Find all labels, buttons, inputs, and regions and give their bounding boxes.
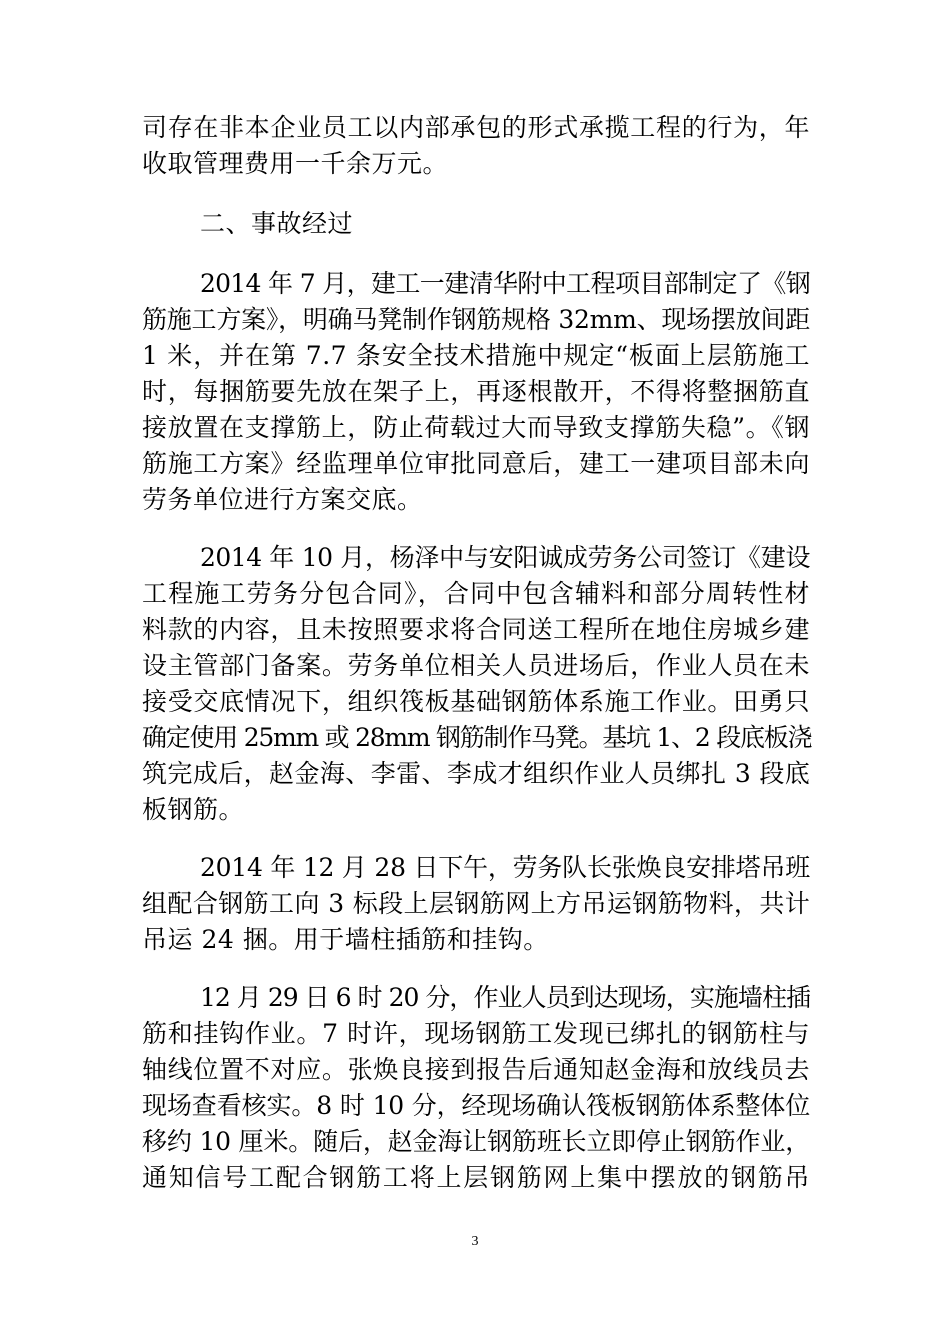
text-line: 确定使用 25mm 或 28mm 钢筋制作马凳。基坑 1、2 段底板浇	[142, 723, 812, 752]
text-line: 筋施工方案》经监理单位审批同意后，建工一建项目部未向	[142, 449, 810, 478]
text-line: 组配合钢筋工向 3 标段上层钢筋网上方吊运钢筋物料，共计	[142, 889, 810, 918]
document-body	[142, 110, 810, 1196]
text-line: 筑完成后，赵金海、李雷、李成才组织作业人员绑扎 3 段底	[142, 759, 810, 788]
text-line: 时，每捆筋要先放在架子上，再逐根散开，不得将整捆筋直	[142, 377, 810, 406]
text-line: 接受交底情况下，组织筏板基础钢筋体系施工作业。田勇只	[142, 687, 810, 716]
text-line: 设主管部门备案。劳务单位相关人员进场后，作业人员在未	[142, 651, 810, 680]
text-line: 司存在非本企业员工以内部承包的形式承揽工程的行为，年	[142, 113, 810, 142]
text-line: 2014 年 7 月，建工一建清华附中工程项目部制定了《钢	[200, 269, 810, 298]
text-line: 1 米，并在第 7.7 条安全技术措施中规定“板面上层筋施工	[142, 341, 810, 370]
heading-text: 二、事故经过	[200, 209, 354, 238]
text-line: 2014 年 12 月 28 日下午，劳务队长张焕良安排塔吊班	[200, 853, 810, 882]
text-line: 轴线位置不对应。张焕良接到报告后通知赵金海和放线员去	[142, 1055, 810, 1084]
text-line: 吊运 24 捆。用于墙柱插筋和挂钩。	[142, 925, 549, 954]
page-number: 3	[471, 1234, 479, 1249]
text-line: 接放置在支撑筋上，防止荷载过大而导致支撑筋失稳”。《钢	[142, 413, 810, 442]
text-line: 料款的内容，且未按照要求将合同送工程所在地住房城乡建	[142, 615, 810, 644]
text-line: 12 月 29 日 6 时 20 分，作业人员到达现场，实施墙柱插	[200, 983, 810, 1012]
text-line: 板钢筋。	[142, 795, 245, 824]
paragraph	[142, 266, 810, 518]
paragraph	[142, 980, 810, 1196]
text-line: 收取管理费用一千余万元。	[142, 149, 449, 178]
text-line: 移约 10 厘米。随后，赵金海让钢筋班长立即停止钢筋作业，	[142, 1127, 810, 1156]
text-line: 筋施工方案》，明确马凳制作钢筋规格 32mm、现场摆放间距	[142, 305, 810, 334]
paragraph	[142, 110, 810, 182]
text-line: 劳务单位进行方案交底。	[142, 485, 423, 514]
text-line: 现场查看核实。8 时 10 分，经现场确认筏板钢筋体系整体位	[142, 1091, 810, 1120]
text-line: 2014 年 10 月，杨泽中与安阳诚成劳务公司签订《建设	[200, 543, 810, 572]
text-line: 通知信号工配合钢筋工将上层钢筋网上集中摆放的钢筋吊	[142, 1163, 810, 1192]
text-line: 筋和挂钩作业。7 时许，现场钢筋工发现已绑扎的钢筋柱与	[142, 1019, 810, 1048]
paragraph	[142, 850, 810, 958]
paragraph	[142, 540, 810, 828]
text-line: 工程施工劳务分包合同》，合同中包含辅料和部分周转性材	[142, 579, 810, 608]
section-heading	[142, 206, 810, 242]
